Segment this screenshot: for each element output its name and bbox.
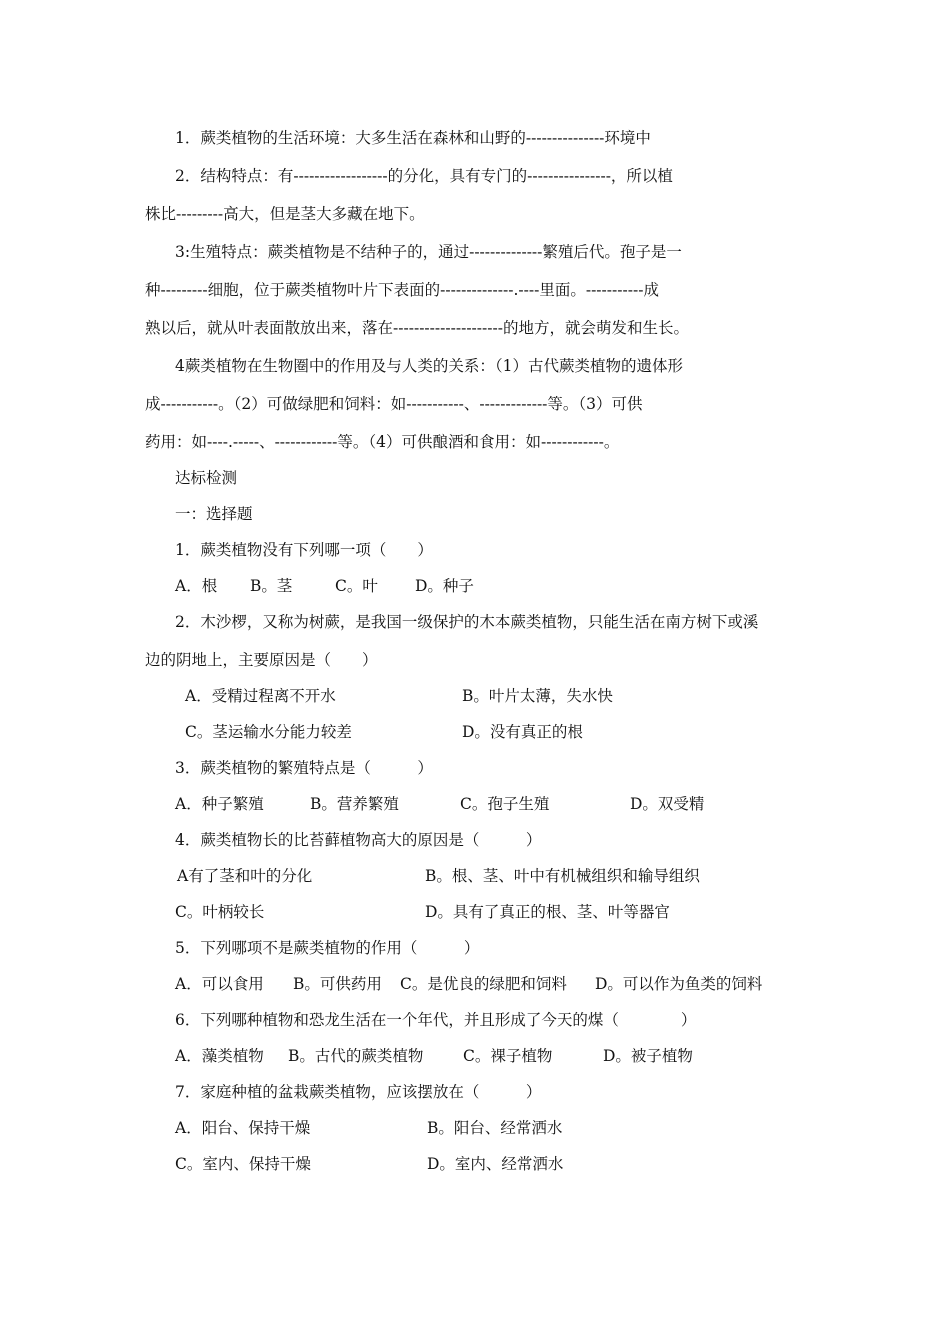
question-4-options-row-1 xyxy=(145,858,805,894)
option-b: B。古代的蕨类植物 xyxy=(288,1047,424,1065)
question-6-options xyxy=(145,1038,805,1074)
knowledge-line-2a xyxy=(145,158,805,194)
option-c: C。茎运输水分能力较差 xyxy=(185,723,352,741)
question-stem: 4．蕨类植物长的比苔藓植物高大的原因是（ ） xyxy=(175,831,542,849)
option-d: D。没有真正的根 xyxy=(462,723,583,741)
knowledge-line-1 xyxy=(145,120,805,156)
question-5-options xyxy=(145,966,805,1002)
option-c: C。裸子植物 xyxy=(463,1047,553,1065)
option-b: B。根、茎、叶中有机械组织和输导组织 xyxy=(425,867,700,885)
question-1-options xyxy=(145,568,805,604)
question-2-stem-a xyxy=(145,604,805,640)
option-a: A．种子繁殖 xyxy=(175,795,264,813)
option-c: C。叶柄较长 xyxy=(175,903,265,921)
knowledge-text: 1．蕨类植物的生活环境：大多生活在森林和山野的---------------环境中 xyxy=(175,129,651,147)
option-a: A．阳台、保持干燥 xyxy=(175,1119,311,1137)
knowledge-line-4b xyxy=(145,386,805,422)
question-stem: 1．蕨类植物没有下列哪一项（ ） xyxy=(175,541,433,559)
subsection-title-text: 一：选择题 xyxy=(175,505,253,523)
question-stem: 边的阴地上，主要原因是（ ） xyxy=(145,651,378,669)
knowledge-text: 3:生殖特点：蕨类植物是不结种子的，通过--------------繁殖后代。孢子是一 xyxy=(175,243,682,261)
option-b: B。阳台、经常洒水 xyxy=(427,1119,563,1137)
question-stem: 3．蕨类植物的繁殖特点是（ ） xyxy=(175,759,433,777)
option-b: B。营养繁殖 xyxy=(310,795,399,813)
question-3-stem xyxy=(145,750,805,786)
question-stem: 6．下列哪种植物和恐龙生活在一个年代，并且形成了今天的煤（ ） xyxy=(175,1011,697,1029)
option-d: D。双受精 xyxy=(630,795,705,813)
question-7-options-row-2 xyxy=(145,1146,805,1182)
knowledge-text: 药用：如----.-----、------------等。（4）可供酿酒和食用：如------------。 xyxy=(145,433,620,451)
question-stem: 5．下列哪项不是蕨类植物的作用（ ） xyxy=(175,939,480,957)
section-title-text: 达标检测 xyxy=(175,469,238,487)
question-5-stem xyxy=(145,930,805,966)
document-content xyxy=(145,120,805,1182)
section-title xyxy=(145,460,805,496)
knowledge-line-3c xyxy=(145,310,805,346)
option-d: D。可以作为鱼类的饲料 xyxy=(595,975,763,993)
knowledge-line-4a xyxy=(145,348,805,384)
option-a: A．根 xyxy=(175,577,218,595)
question-stem: 7．家庭种植的盆栽蕨类植物，应该摆放在（ ） xyxy=(175,1083,542,1101)
option-d: D。室内、经常洒水 xyxy=(427,1155,564,1173)
option-c: C。孢子生殖 xyxy=(460,795,550,813)
subsection-title xyxy=(145,496,805,532)
question-2-stem-b xyxy=(145,642,805,678)
knowledge-text: 2．结构特点：有------------------的分化，具有专门的----------------，所以植 xyxy=(175,167,673,185)
option-c: C。室内、保持干燥 xyxy=(175,1155,311,1173)
knowledge-line-2b xyxy=(145,196,805,232)
option-d: D。被子植物 xyxy=(603,1047,693,1065)
option-c: C。是优良的绿肥和饲料 xyxy=(400,975,567,993)
question-2-options-row-2 xyxy=(145,714,805,750)
knowledge-line-3a xyxy=(145,234,805,270)
question-4-options-row-2 xyxy=(145,894,805,930)
question-7-stem xyxy=(145,1074,805,1110)
knowledge-text: 成-----------。（2）可做绿肥和饲料：如-----------、-------------等。（3）可供 xyxy=(145,395,643,413)
question-1-stem xyxy=(145,532,805,568)
question-3-options xyxy=(145,786,805,822)
knowledge-text: 株比---------高大，但是茎大多藏在地下。 xyxy=(145,205,425,223)
question-2-options-row-1 xyxy=(145,678,805,714)
knowledge-text: 熟以后，就从叶表面散放出来，落在---------------------的地方，就会萌发和生长。 xyxy=(145,319,689,337)
knowledge-text: 4蕨类植物在生物圈中的作用及与人类的关系：（1）古代蕨类植物的遗体形 xyxy=(175,357,683,375)
option-a: A．受精过程离不开水 xyxy=(185,687,336,705)
knowledge-line-4c xyxy=(145,424,805,460)
option-b: B。可供药用 xyxy=(293,975,382,993)
knowledge-text: 种---------细胞，位于蕨类植物叶片下表面的--------------.----里面。-----------成 xyxy=(145,281,659,299)
option-a: A有了茎和叶的分化 xyxy=(177,867,313,885)
question-7-options-row-1 xyxy=(145,1110,805,1146)
question-4-stem xyxy=(145,822,805,858)
knowledge-line-3b xyxy=(145,272,805,308)
option-d: D。种子 xyxy=(415,577,474,595)
option-b: B。叶片太薄，失水快 xyxy=(462,687,613,705)
option-a: A．可以食用 xyxy=(175,975,264,993)
option-d: D。具有了真正的根、茎、叶等器官 xyxy=(425,903,670,921)
question-6-stem xyxy=(145,1002,805,1038)
question-stem: 2．木沙椤，又称为树蕨，是我国一级保护的木本蕨类植物，只能生活在南方树下或溪 xyxy=(175,613,759,631)
option-a: A．藻类植物 xyxy=(175,1047,264,1065)
option-c: C。叶 xyxy=(335,577,378,595)
option-b: B。茎 xyxy=(250,577,293,595)
